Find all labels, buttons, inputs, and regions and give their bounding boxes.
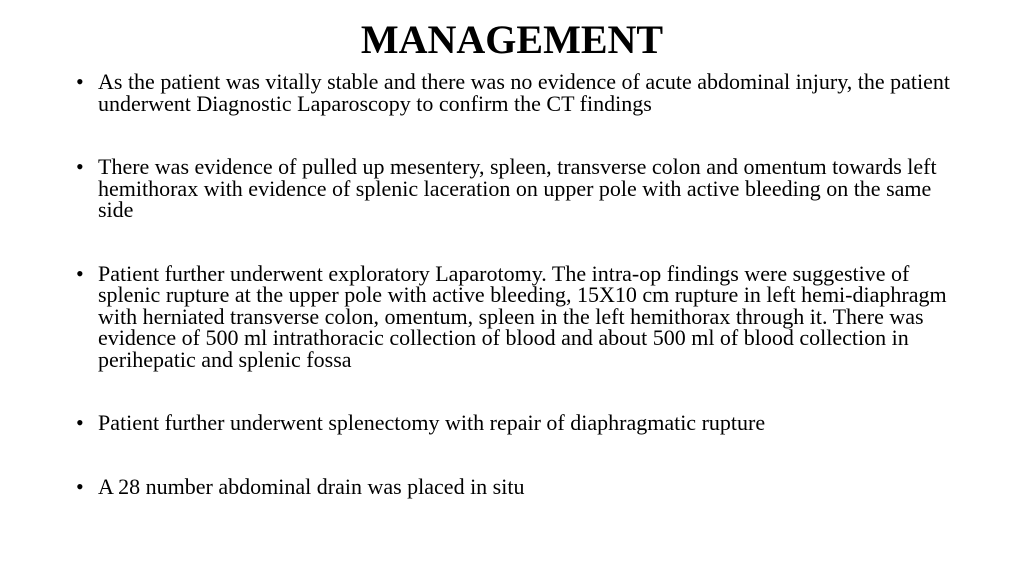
bullet-point-icon: •: [76, 410, 84, 435]
bullet-item: [76, 156, 956, 221]
bullet-point-icon: •: [76, 154, 84, 179]
bullet-item: [76, 260, 956, 372]
bullet-point-icon: •: [76, 69, 84, 94]
bullet-text: As the patient was vitally stable and there was no evidence of acute abdominal injury, the patient underwent Diagnostic Laparoscopy to confirm the CT findings: [98, 69, 951, 116]
bullet-item: [76, 473, 956, 499]
bullet-item: [76, 71, 956, 114]
bullet-text: Patient further underwent splenectomy with repair of diaphragmatic rupture: [98, 410, 766, 435]
bullet-point-icon: •: [76, 473, 84, 499]
bullet-item: [76, 412, 956, 434]
slide-title: MANAGEMENT: [360, 17, 664, 62]
bullet-text: There was evidence of pulled up mesentery, spleen, transverse colon and omentum towards left hemithorax with evidence of splenic laceration on upper pole with active bleeding on the same side: [98, 154, 937, 222]
bullet-point-icon: •: [76, 260, 84, 286]
bullet-list: [76, 71, 956, 539]
bullet-text: A 28 number abdominal drain was placed in situ: [98, 473, 525, 499]
bullet-text: Patient further underwent exploratory Laparotomy. The intra-op findings were suggestive of splenic rupture at the upper pole with active bleeding, 15X10 cm rupture in left hemi-diaphragm with herniated transverse colon, omentum, spleen in the left hemithorax through it. There was evidence of 500 ml intrathoracic collection of blood and about 500 ml of blood collection in perihepatic and splenic fossa: [98, 260, 947, 372]
